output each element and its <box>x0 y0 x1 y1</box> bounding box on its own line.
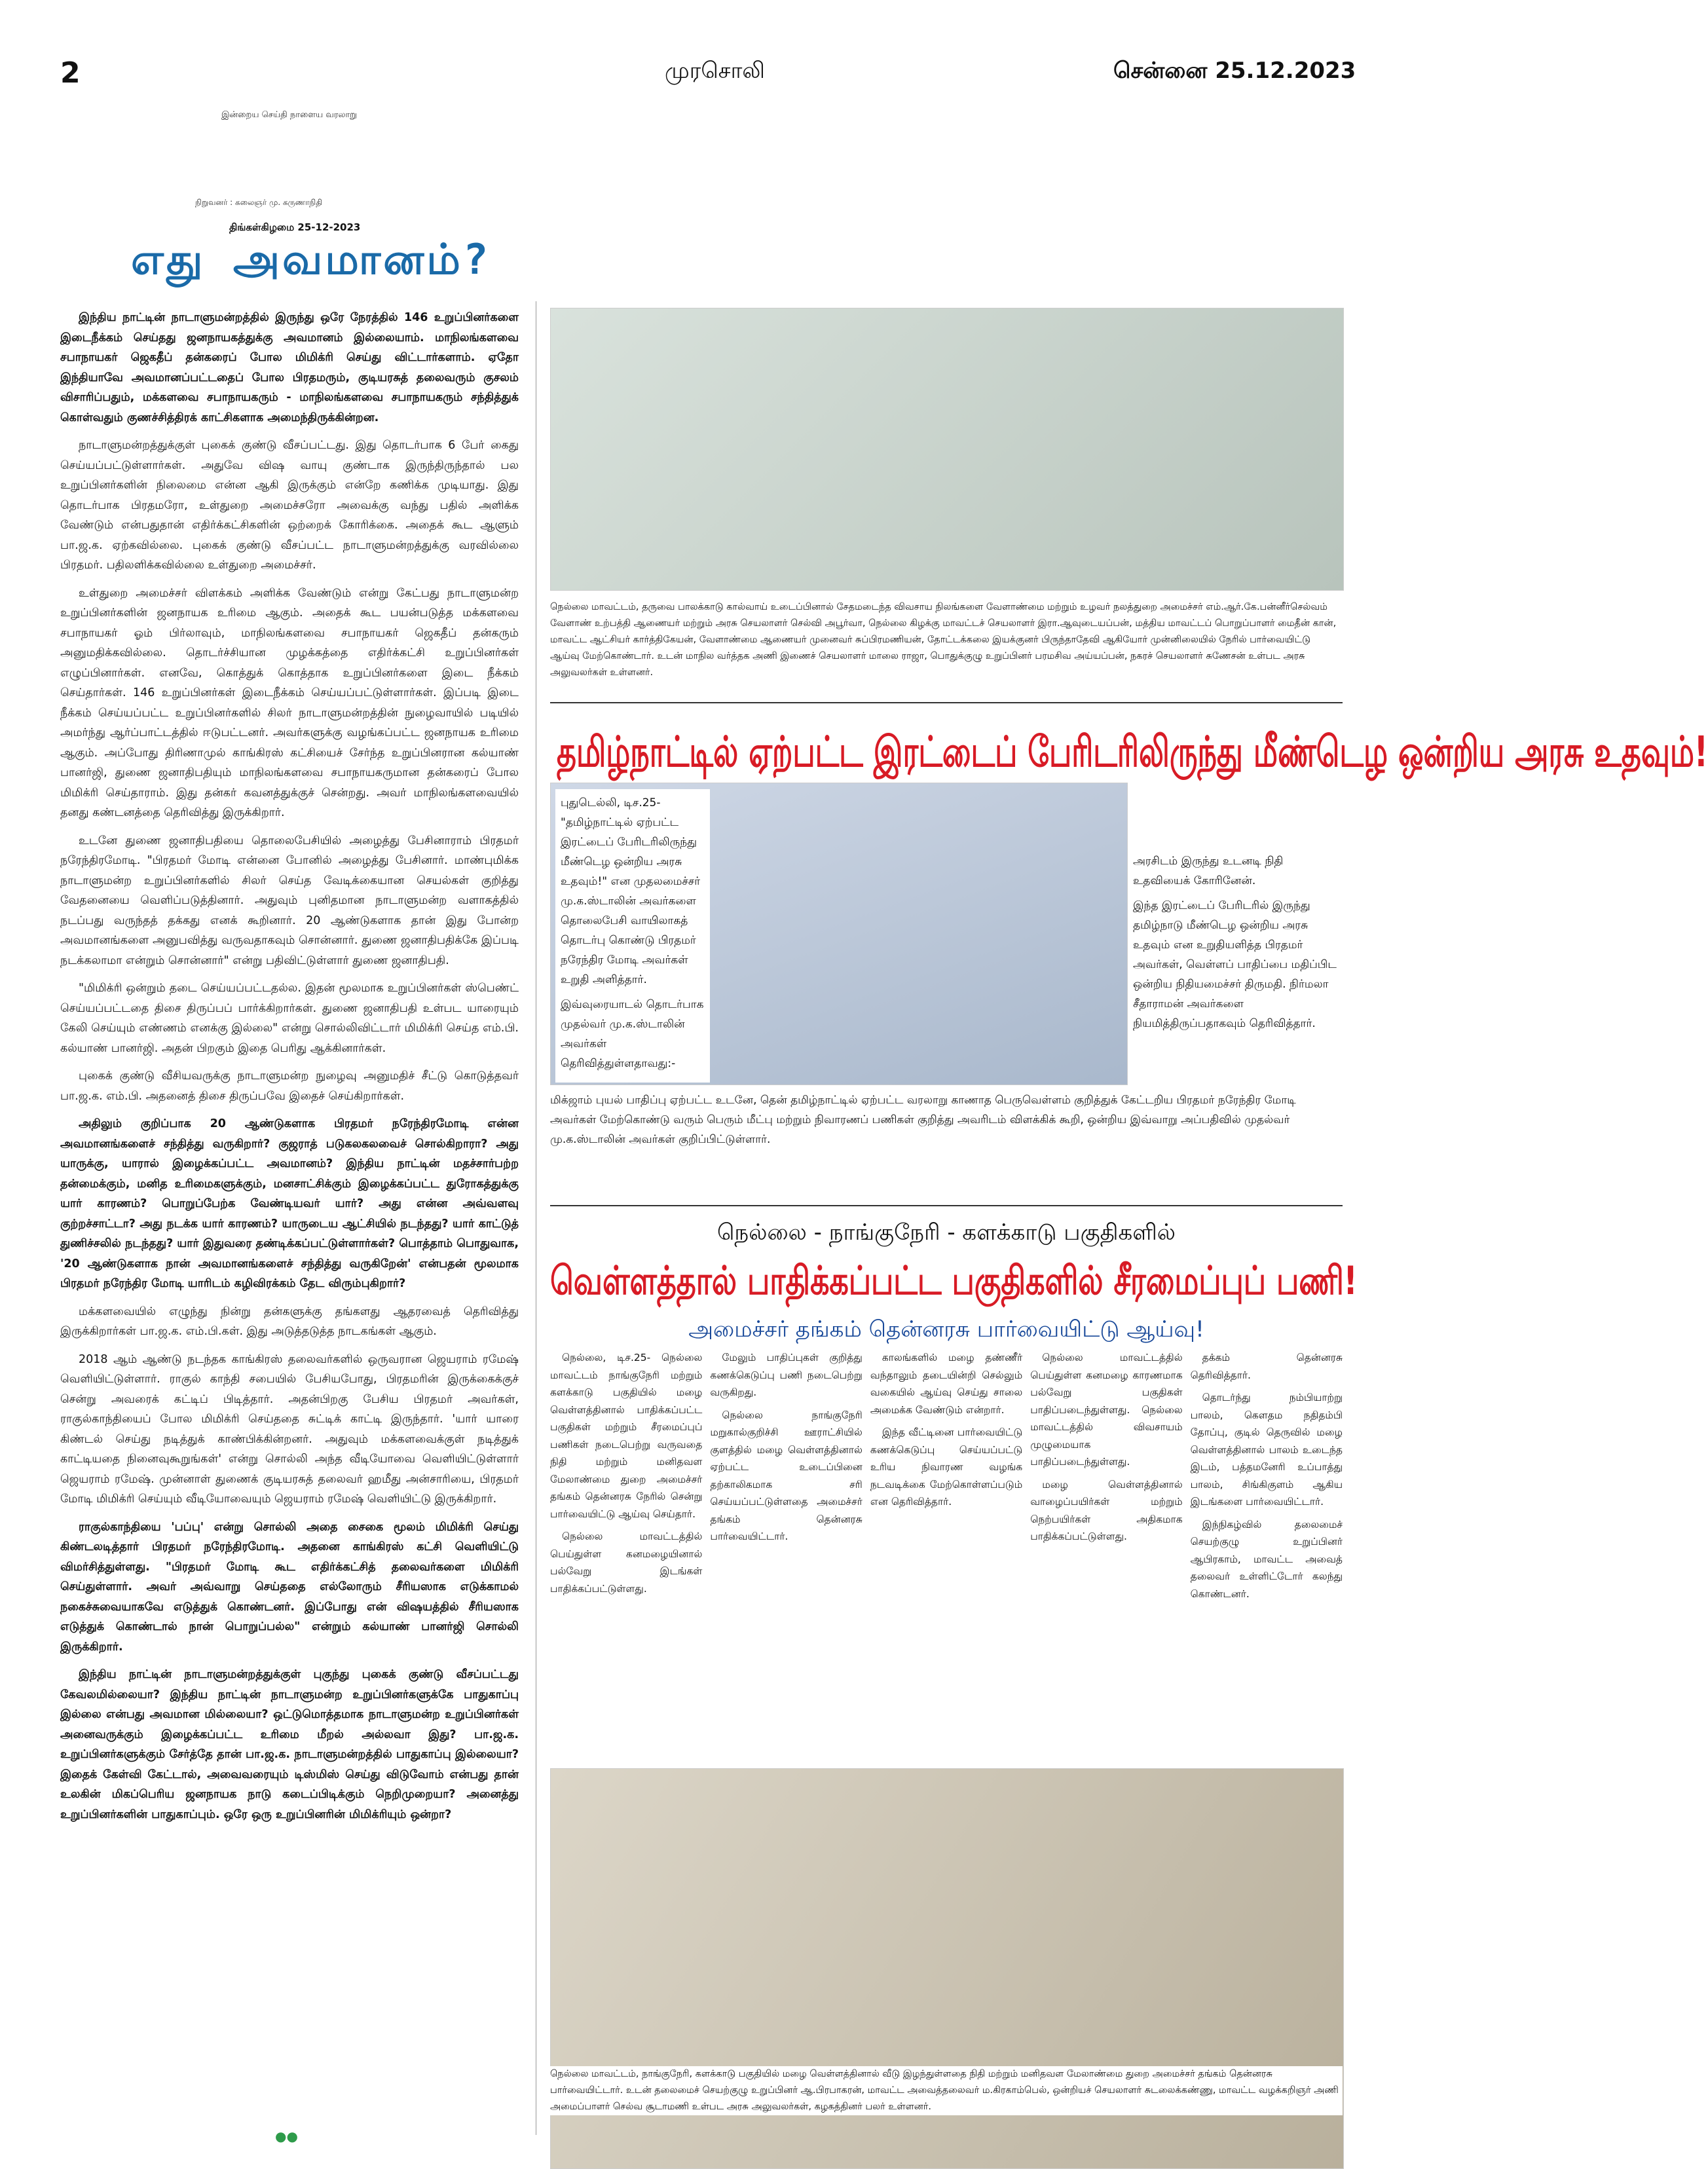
photo-caption: நெல்லை மாவட்டம், தருவை பாலக்காடு கால்வாய் உடைப்பினால் சேதமடைந்த விவசாய நிலங்களை வேளாண்மை மற்றும் உழவர் நலத்துறை அமைச்சர் எம்.ஆர்.கே.பன்னீர்செல்வம் வேளாண் உற்பத்தி ஆணையர் மற்றும் அரசு செயலாளர் செல்வி அபூர்வா, நெல்லை கிழக்கு மாவட்டச் செயலாளர் இரா.ஆவுடையப்பன், மத்திய மாவட்டப் பொறுப்பாளர் மைதீன் கான், மாவட்ட ஆட்சியர் கார்த்திகேயன், வேளாண்மை ஆணையர் முனைவர் சுப்பிரமணியன், தோட்டக்கலை இயக்குனர் பிருந்தாதேவி ஆகியோர் முன்னிலையில் நேரில் பார்வையிட்டு ஆய்வு மேற்கொண்டார். உடன் மாநில வர்த்தக அணி இணைச் செயலாளர் மாலை ராஜா, பொதுக்குழு உறுப்பினர் பரமசிவ அய்யப்பன், நகரச் செயலாளர் சுணேசன் உள்பட அரசு அலுவலர்கள் உள்ளனர். <box>550 602 1337 678</box>
masthead-tagline: இன்றைய செய்தி நாளைய வரலாறு <box>221 110 357 120</box>
story2-para: நெல்லை நாங்குநேரி மறுகால்குறிச்சி ஊராட்சியில் குளத்தில் மழை வெள்ளத்தினால் ஏற்பட்ட உடைப்பினை தற்காலிகமாக சரி செய்யப்பட்டுள்ளதை அமைச்சர் தங்கம் தென்னரசு பார்வையிட்டார். <box>710 1409 863 1542</box>
editorial-paragraph: உடனே துணை ஜனாதிபதியை தொலைபேசியில் அழைத்து பேசினாராம் பிரதமர் நரேந்திரமோடி. "பிரதமர் மோடி என்னை போனில் அழைத்து பேசினார். மாண்புமிக்க நாடாளுமன்ற உறுப்பினர்களில் சிலர் செய்த வேடிக்கையான செயல்கள் குறித்து வேதனையை வெளிப்படுத்தினார். அதுவும் புனிதமான நாடாளுமன்ற வளாகத்தில் நடப்பது வருந்தத் தக்கது எனக் கூறினார். 20 ஆண்டுகளாக தான் இது போன்ற அவமானங்களை அனுபவித்து வருவதாகவும் சொன்னார். துணை ஜனாதிபதிக்கே இப்படி நடக்கலாமா என்றும் சொன்னார்" என்று பதிவிட்டுள்ளார் துணை ஜனாதிபதி. <box>60 834 519 967</box>
editorial-paragraph: அதிலும் குறிப்பாக 20 ஆண்டுகளாக பிரதமர் நரேந்திரமோடி என்ன அவமானங்களைச் சந்தித்து வருகிறார்? குஜராத் படுகலகலவைச் சொல்கிறாரா? அது யாருக்கு, யாரால் இழைக்கப்பட்ட அவமானம்? இந்திய நாட்டின் மதச்சார்பற்ற தன்மைக்கும், மனித உரிமைகளுக்கும், மனசாட்சிக்கும் இழைக்கப்பட்ட துரோகத்துக்கு யார் காரணம்? பொறுப்பேற்க வேண்டியவர் யார்? அது என்ன அவ்வளவு குற்றச்சாட்டா? அது நடக்க யார் காரணம்? யாருடைய ஆட்சியில் நடந்தது? யார் காட்டுத் துணிச்சலில் நடந்தது? யார் இதுவரை தண்டிக்கப்பட்டுள்ளார்கள்? பொத்தாம் பொதுவாக, '20 ஆண்டுகளாக நான் அவமானங்களைச் சந்தித்து வருகிறேன்' என்பதன் மூலமாக பிரதமர் நரேந்திர மோடி யாரிடம் கழிவிரக்கம் தேட விரும்புகிறார்? <box>60 1117 519 1290</box>
city-date: சென்னை 25.12.2023 <box>1113 58 1356 84</box>
photo-agri-inspection <box>550 308 1344 591</box>
story2-para: காலங்களில் மழை தண்ணீர் வந்தாலும் தடையின்றி செல்லும் வகையில் ஆய்வு செய்து சாலை அமைக்க வேண்டும் என்றார். <box>870 1352 1023 1416</box>
editorial-body <box>60 308 519 1832</box>
story1-para: அரசிடம் இருந்து உடனடி நிதி உதவியைக் கோரினேன். <box>1133 855 1284 887</box>
page-number: 2 <box>60 56 81 90</box>
story1-bottom: மிக்ஜாம் புயல் பாதிப்பு ஏற்பட்ட உடனே, தென் தமிழ்நாட்டில் ஏற்பட்ட வரலாறு காணாத பெருவெள்ளம் குறித்துக் கேட்டறிய பிரதமர் நரேந்திர மோடி அவர்கள் மேற்கொண்டு வரும் பெரும் மீட்பு மற்றும் நிவாரணப் பணிகள் குறித்து அவரிடம் விளக்கிக் கூறி, ஒன்றிய இவ்வாறு அப்பதிவில் முதல்வர் மு.க.ஸ்டாலின் அவர்கள் குறிப்பிட்டுள்ளார். <box>550 1094 1296 1146</box>
story2-para: மழை வெள்ளத்தினால் வாழைப்பயிர்கள் மற்றும் நெற்பயிர்கள் அதிகமாக பாதிக்கப்பட்டுள்ளது. <box>1030 1478 1183 1542</box>
story2-para: மேலும் பாதிப்புகள் குறித்து கணக்கெடுப்பு பணி நடைபெற்று வருகிறது. <box>710 1352 863 1398</box>
editorial-paragraph: "மிமிக்ரி ஒன்றும் தடை செய்யப்பட்டதல்ல. இதன் மூலமாக உறுப்பினர்கள் ஸ்பெண்ட் செய்யப்பட்டதை திசை திருப்பப் பார்க்கிறார்கள். துணை ஜனாதிபதி உள்பட யாரையும் கேலி செய்யும் எண்ணம் எனக்கு இல்லை" என்று சொல்லிவிட்டார் மிமிக்ரி செய்த எம்.பி. கல்யாண் பானர்ஜி. அதன் பிறகும் இதை பெரிது ஆக்கினார்கள். <box>60 982 519 1055</box>
editorial-paragraph: ராகுல்காந்தியை 'பப்பு' என்று சொல்லி அதை சைகை மூலம் மிமிக்ரி செய்து கிண்டலடித்தார் பிரதமர் நரேந்திரமோடி. அதனை காங்கிரஸ் கட்சி வெளியிட்டு விமர்சித்துள்ளது. "பிரதமர் மோடி கூட எதிர்க்கட்சித் தலைவர்களை மிமிக்ரி செய்துள்ளார். அவர் அவ்வாறு செய்ததை எல்லோரும் சீரியஸாக எடுக்காமல் நகைச்சுவையாகவே எடுத்துக் கொண்டனர். இப்போது என் விஷயத்தில் சீரியஸாக எடுத்துக் கொண்டால் நான் பொறுப்பல்ல" என்றும் கல்யாண் பானர்ஜி சொல்லி இருக்கிறார். <box>60 1520 519 1654</box>
divider <box>550 1205 1343 1206</box>
editorial-paragraph: இந்திய நாட்டின் நாடாளுமன்றத்துக்குள் புகுந்து புகைக் குண்டு வீசப்பட்டது கேவலமில்லையா? இந்திய நாட்டின் நாடாளுமன்ற உறுப்பினர்களுக்கே பாதுகாப்பு இல்லை என்பது அவமான மில்லையா? ஒட்டுமொத்தமாக நாடாளுமன்ற உறுப்பினர்கள் அனைவருக்கும் இழைக்கப்பட்ட உரிமை மீறல் அல்லவா இது? பா.ஜ.க. உறுப்பினர்களுக்கும் சேர்த்தே தான் பா.ஜ.க. நாடாளுமன்றத்தில் பாதுகாப்பு இல்லையா? இதைக் கேள்வி கேட்டால், அவைவரையும் டிஸ்மிஸ் செய்து விடுவோம் என்பது தான் உலகின் மிகப்பெரிய ஜனநாயக நாடு கடைப்பிடிக்கும் நெறிமுறையா? அனைத்து உறுப்பினர்களின் பாதுகாப்பும். ஒரே ஒரு உறுப்பினரின் மிமிக்ரியும் ஒன்றா? <box>60 1668 519 1821</box>
story2-para: தக்கம் தென்னரசு தெரிவித்தார். <box>1190 1352 1343 1381</box>
editorial-paragraph: மக்களவையில் எழுந்து நின்று தன்களுக்கு தங்களது ஆதரவைத் தெரிவித்து இருக்கிறார்கள் பா.ஜ.க. எம்.பி.கள். இது அடுத்தடுத்த நாடகங்கள் ஆகும். <box>60 1305 519 1338</box>
story2-para: தொடர்ந்து நம்பியாற்று பாலம், கௌதம நதிதம்பி தோப்பு, குடில் தெருவில் மழை வெள்ளத்தினால் பாலம் உடைந்த இடம், பத்தமனேரி உப்பாத்து பாலம், சிங்கிகுளம் ஆகிய இடங்களை பார்வையிட்டார். <box>1190 1392 1343 1508</box>
story2-para: நெல்லை, டிச.25- நெல்லை மாவட்டம் நாங்குநேரி மற்றும் களக்காடு பகுதியில் மழை வெள்ளத்தினால் பாதிக்கப்பட்ட பகுதிகள் மற்றும் சீரமைப்புப் பணிகள் நடைபெற்று வருவதை நிதி மற்றும் மனிதவள மேலாண்மை துறை அமைச்சர் தங்கம் தென்னரசு நேரில் சென்று பார்வையிட்டு ஆய்வு செய்தார். <box>550 1352 703 1520</box>
bottom-photo-caption: நெல்லை மாவட்டம், நாங்குநேரி, களக்காடு பகுதியில் மழை வெள்ளத்தினால் வீடு இழந்துள்ளதை நிதி மற்றும் மனிதவள மேலாண்மை துறை அமைச்சர் தங்கம் தென்னரசு பார்வையிட்டார். உடன் தலைமைச் செயற்குழு உறுப்பினர் ஆ.பிரபாகரன், மாவட்ட அவைத்தலைவர் ம.கிரகாம்பெல், ஒன்றியச் செயலாளர் சுடலைக்கண்ணு, மாவட்ட வழக்கறிஞர் அணி அமைப்பாளர் செல்வ சூடாமணி உள்பட அரசு அலுவலர்கள், கழகத்தினர் பலர் உள்ளனர். <box>550 2066 1343 2115</box>
story2-kicker: நெல்லை - நாங்குநேரி - களக்காடு பகுதிகளில் <box>716 1219 1176 1246</box>
founder-line: நிறுவனர் : கலைஞர் மு. கருணாநிதி <box>195 198 323 207</box>
story2-column <box>710 1349 862 1608</box>
story1-col-b <box>1133 851 1343 1039</box>
story2-para: நெல்லை மாவட்டத்தில் பெய்துள்ள கனமழையினால் பல்வேறு இடங்கள் பாதிக்கப்பட்டுள்ளது. <box>550 1530 703 1595</box>
story1-para: இந்த இரட்டைப் பேரிடரில் இருந்து தமிழ்நாடு மீண்டெழ ஒன்றிய அரசு உதவும் என உறுதியளித்த பிரதமர் அவர்கள், வெள்ளப் பாதிப்பை மதிப்பிட ஒன்றிய நிதியமைச்சர் திருமதி. நிர்மலா சீதாராமன் அவர்களை நியமித்திருப்பதாகவும் தெரிவித்தார். <box>1133 899 1337 1030</box>
editorial-dateline: திங்கள்கிழமை 25-12-2023 <box>229 221 361 233</box>
story2-column <box>550 1349 702 1608</box>
editorial-paragraph: உள்துறை அமைச்சர் விளக்கம் அளிக்க வேண்டும் என்று கேட்பது நாடாளுமன்ற உறுப்பினர்களின் ஜனநாயக உரிமை ஆகும். அதைக் கூட பயன்படுத்த மக்களவை சபாநாயகர் ஓம் பிர்லாவும், மாநிலங்களவை சபாநாயகர் ஜெகதீப் தன்கரும் அனுமதிக்கவில்லை. தொடர்ச்சியான முழக்கத்தை எதிர்க்கட்சி உறுப்பினர்கள் எழுப்பினார்கள். எனவே, கொத்துக் கொத்தாக உறுப்பினர்களை இடை நீக்கம் செய்தார்கள். 146 உறுப்பினர்கள் இடைநீக்கம் செய்யப்பட்டுள்ளார்கள். இப்படி இடை நீக்கம் செய்யப்பட்ட உறுப்பினர்களில் சிலர் நாடாளுமன்றத்தின் நுழைவாயில் படியில் அமர்ந்து ஆர்ப்பாட்டத்தில் ஈடுபட்டனர். அவர்களுக்கு வழங்கப்பட்ட ஜனநாயக உரிமை ஆகும். அப்போது திரிணாமுல் காங்கிரஸ் கட்சியைச் சேர்ந்த உறுப்பினரான கல்யாண் பானர்ஜி, துணை ஜனாதிபதியும் மாநிலங்களவை சபாநாயகருமான தன்கரைப் போல மிமிக்ரி செய்தாராம். இது தன்கர் கவனத்துக்குச் சென்றது. அவர் மாநிலங்களவையில் தனது கண்டனத்தை தெரிவித்து இருக்கிறார். <box>60 586 519 819</box>
story1-para: இவ்வுரையாடல் தொடர்பாக முதல்வர் மு.க.ஸ்டாலின் அவர்கள் தெரிவித்துள்ளதாவது:- <box>561 998 704 1070</box>
story1-col-a <box>555 789 710 1083</box>
story2-para: இந்நிகழ்வில் தலைமைச் செயற்குழு உறுப்பினர் ஆபிரகாம், மாவட்ட அவைத் தலைவர் உள்ளிட்டோர் கலந்து கொண்டனர். <box>1190 1518 1343 1600</box>
story2-para: நெல்லை மாவட்டத்தில் பெய்துள்ள கனமழை காரணமாக பல்வேறு பகுதிகள் பாதிப்படைந்துள்ளது. நெல்லை மாவட்டத்தில் விவசாயம் முழுமையாக பாதிப்படைந்துள்ளது. <box>1030 1352 1183 1468</box>
editorial-title: எது அவமானம்? <box>131 236 491 284</box>
editorial-paragraph: நாடாளுமன்றத்துக்குள் புகைக் குண்டு வீசப்பட்டது. இது தொடர்பாக 6 பேர் கைது செய்யப்பட்டுள்ளார்கள். அதுவே விஷ வாயு குண்டாக இருந்திருந்தால் பல உறுப்பினர்களின் நிலைமை என்ன ஆகி இருக்கும் என்றே கணிக்க முடியாது. இது தொடர்பாக பிரதமரோ, உள்துறை அமைச்சரோ அவைக்கு வந்து பதில் அளிக்க வேண்டும் என்பதுதான் எதிர்க்கட்சிகளின் ஒற்றைக் கோரிக்கை. அதைக் கூட ஆளும் பா.ஜ.க. ஏற்கவில்லை. புகைக் குண்டு வீசப்பட்ட நாடாளுமன்றத்துக்கு வரவில்லை பிரதமர். பதிலளிக்கவில்லை உள்துறை அமைச்சர். <box>60 439 519 572</box>
end-marker: ●● <box>275 2128 298 2144</box>
story2-para: இந்த வீட்டினை பார்வையிட்டு கணக்கெடுப்பு செய்யப்பட்டு உரிய நிவாரண வழங்க நடவடிக்கை மேற்கொள்ளப்படும் என தெரிவித்தார். <box>870 1426 1023 1508</box>
editorial-paragraph: புகைக் குண்டு வீசியவருக்கு நாடாளுமன்ற நுழைவு அனுமதிச் சீட்டு கொடுத்தவர் பா.ஜ.க. எம்.பி. அதனைத் திசை திருப்பவே இதைச் செய்கிறார்கள். <box>60 1069 519 1103</box>
story2-column <box>1191 1349 1343 1608</box>
story1-headline: தமிழ்நாட்டில் ஏற்பட்ட இரட்டைப் பேரிடரிலிருந்து மீண்டெழ ஒன்றிய அரசு உதவும்! <box>557 727 1708 777</box>
story2-column <box>870 1349 1022 1608</box>
paper-name: முரசொலி <box>665 58 765 84</box>
editorial-paragraph: இந்திய நாட்டின் நாடாளுமன்றத்தில் இருந்து ஒரே நேரத்தில் 146 உறுப்பினர்களை இடைநீக்கம் செய்தது ஜனநாயகத்துக்கு அவமானம் இல்லையாம். மாநிலங்களவை சபாநாயகர் ஜெகதீப் தன்கரைப் போல மிமிக்ரி செய்து விட்டார்களாம். ஏதோ இந்தியாவே அவமானப்பட்டதைப் போல பிரதமரும், குடியரசுத் தலைவரும் குசலம் விசாரிப்பதும், மக்களவை சபாநாயகரும் - மாநிலங்களவை சபாநாயகரும் சந்தித்துக் கொள்வதும் குணச்சித்திரக் காட்சிகளாக அமைந்திருக்கின்றன. <box>60 311 519 424</box>
story2-columns <box>550 1349 1343 1608</box>
story2-subhead: அமைச்சர் தங்கம் தென்னரசு பார்வையிட்டு ஆய்வு! <box>688 1316 1204 1343</box>
editorial-paragraph: 2018 ஆம் ஆண்டு நடந்தக காங்கிரஸ் தலைவர்களில் ஒருவரான ஜெயராம் ரமேஷ் வெளியிட்டுள்ளார். ராகுல் காந்தி சபையில் பேசியபோது, பிரதமரின் இருக்கைக்குச் சென்று அவரைக் கட்டிப் பிடித்தார். அதன்பிறகு பேசிய பிரதமர் அவர்கள், ராகுல்காந்தியைப் போல மிமிக்ரி செய்ததை சுட்டிக் காட்டி இருந்தார். 'யார் யாரை கிண்டல் செய்து நடித்துக் காண்பிக்கின்றனர். அதுவும் மக்களவைக்குள் நடித்துக் காட்டியதை நினைவுகூறுங்கள்' என்று சொல்லி அந்த வீடியோவை வெளியிட்டுள்ளார் ஜெயராம் ரமேஷ். முன்னாள் துணைக் குடியரசுத் தலைவர் ஹமீது அன்சாரியை, பிரதமர் மோடி மிமிக்ரி செய்யும் வீடியோவையும் ஜெயராம் ரமேஷ் வெளியிட்டு இருக்கிறார். <box>60 1352 519 1506</box>
story2-headline: வெள்ளத்தால் பாதிக்கப்பட்ட பகுதிகளில் சீரமைப்புப் பணி! <box>550 1257 1358 1304</box>
story2-column <box>1030 1349 1182 1608</box>
story1-para: புதுடெல்லி, டிச.25- "தமிழ்நாட்டில் ஏற்பட்ட இரட்டைப் பேரிடரிலிருந்து மீண்டெழ ஒன்றிய அரசு உதவும்!" என முதலமைச்சர் மு.க.ஸ்டாலின் அவர்களை தொலைபேசி வாயிலாகத் தொடர்பு கொண்டு பிரதமர் நரேந்திர மோடி அவர்கள் உறுதி அளித்தார். <box>561 796 701 986</box>
divider <box>550 702 1343 703</box>
